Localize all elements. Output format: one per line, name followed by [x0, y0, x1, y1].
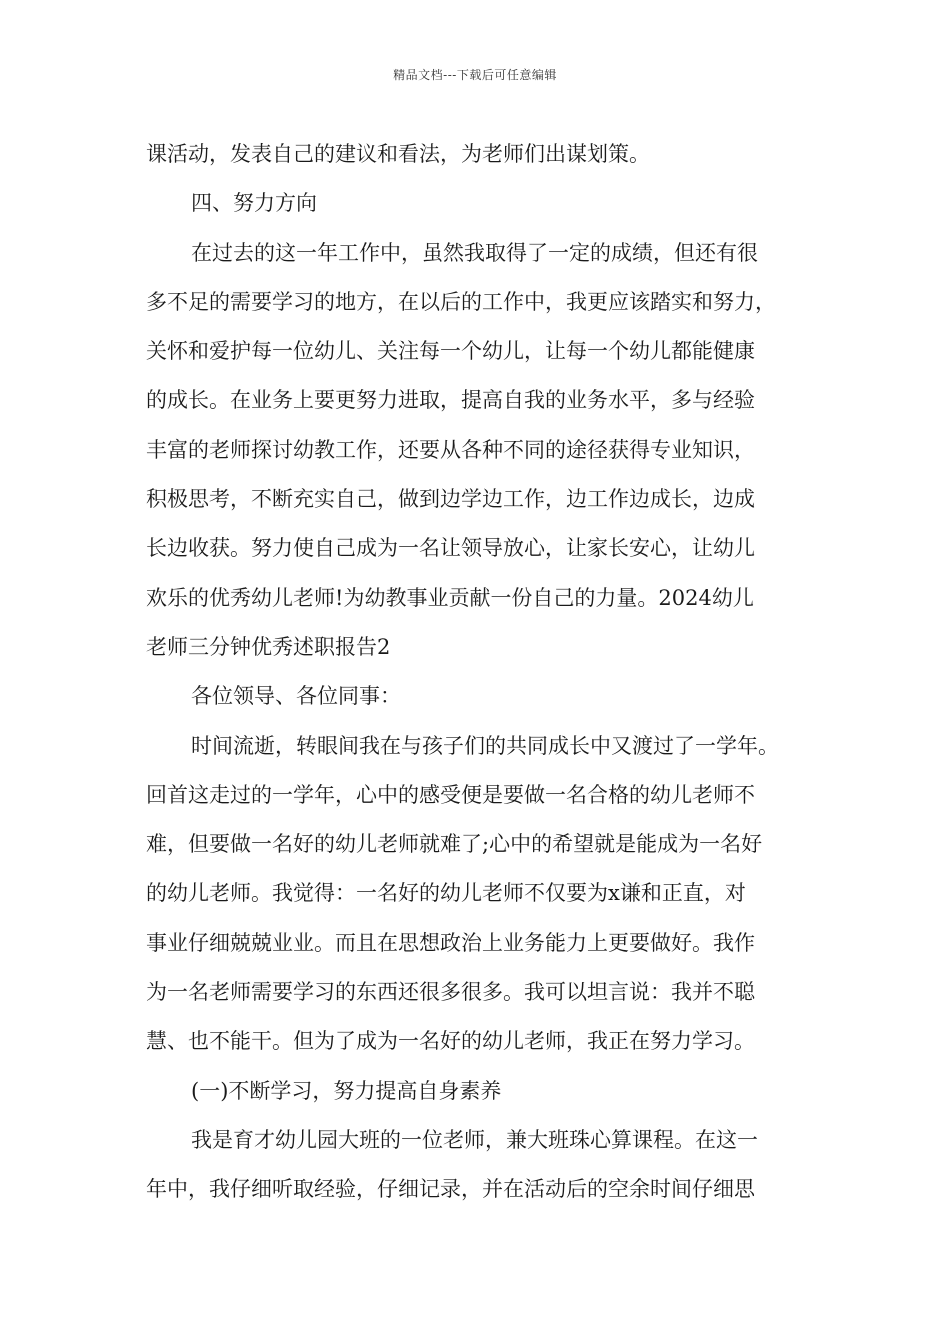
text-line: 我是育才幼儿园大班的一位老师，兼大班珠心算课程。在这一: [191, 1127, 758, 1152]
text-line: 事业仔细兢兢业业。而且在思想政治上业务能力上更要做好。我作: [146, 930, 755, 955]
text-line: 欢乐的优秀幼儿老师!为幼教事业贡献一份自己的力量。2024幼儿: [146, 585, 754, 610]
text-line: 的成长。在业务上要更努力进取，提高自我的业务水平，多与经验: [146, 388, 755, 413]
section-heading: (一)不断学习，努力提高自身素养: [191, 1078, 502, 1103]
text-line: 的幼儿老师。我觉得：一名好的幼儿老师不仅要为x谦和正直，对: [146, 881, 746, 906]
text-line: 课活动，发表自己的建议和看法，为老师们出谋划策。: [146, 142, 650, 166]
text-line: 长边收获。努力使自己成为一名让领导放心，让家长安心，让幼儿: [146, 536, 755, 561]
text-line: 年中，我仔细听取经验，仔细记录，并在活动后的空余时间仔细思: [146, 1177, 755, 1202]
text-line: 关怀和爱护每一位幼儿、关注每一个幼儿，让每一个幼儿都能健康: [146, 339, 755, 364]
text-line: 在过去的这一年工作中，虽然我取得了一定的成绩，但还有很: [191, 240, 758, 265]
text-line: 老师三分钟优秀述职报告2: [146, 634, 391, 659]
page-header: 精品文档---下载后可任意编辑: [393, 68, 557, 82]
text-line: 为一名老师需要学习的东西还很多很多。我可以坦言说：我并不聪: [146, 980, 755, 1005]
text-line: 多不足的需要学习的地方，在以后的工作中，我更应该踏实和努力，: [146, 289, 776, 314]
text-line: 积极思考，不断充实自己，做到边学边工作，边工作边成长，边成: [146, 487, 755, 512]
document-body: [146, 130, 810, 1215]
salutation: 各位领导、各位同事：: [191, 684, 401, 709]
text-line: 难，但要做一名好的幼儿老师就难了;心中的希望就是能成为一名好: [146, 832, 763, 857]
text-line: 丰富的老师探讨幼教工作，还要从各种不同的途径获得专业知识，: [146, 437, 755, 462]
text-line: 慧、也不能干。但为了成为一名好的幼儿老师，我正在努力学习。: [146, 1029, 755, 1054]
section-heading: 四、努力方向: [191, 191, 317, 216]
text-line: 回首这走过的一学年，心中的感受便是要做一名合格的幼儿老师不: [146, 782, 755, 807]
text-line: 时间流逝，转眼间我在与孩子们的共同成长中又渡过了一学年。: [191, 733, 779, 758]
